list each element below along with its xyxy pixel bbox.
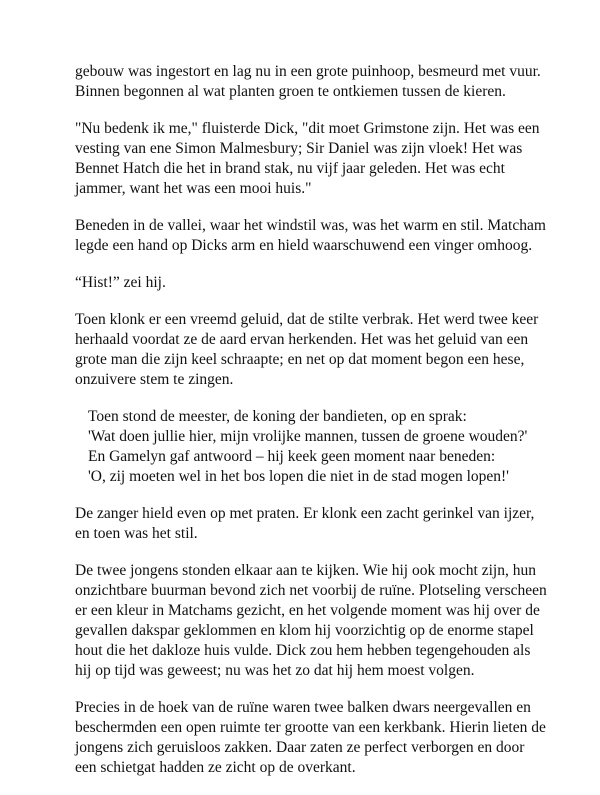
text-line: jongens zich geruisloos zakken. Daar zaten ze perfect verborgen en door — [75, 739, 525, 756]
text-line: er een kleur in Matchams gezicht, en het volgende moment was hij over de — [75, 602, 540, 619]
text-line: vesting van ene Simon Malmesbury; Sir Daniel was zijn vloek! Het was — [75, 140, 523, 157]
text-line: en toen was het stil. — [75, 525, 198, 542]
text-line: “Hist!” zei hij. — [75, 274, 166, 291]
text-line: onzuivere stem te zingen. — [75, 371, 234, 388]
text-line: Precies in de hoek van de ruïne waren twee balken dwars neergevallen en — [75, 699, 531, 716]
poem-line: 'Wat doen jullie hier, mijn vrolijke mannen, tussen de groene wouden?' — [88, 428, 528, 445]
text-line: Beneden in de vallei, waar het windstil was, was het warm en stil. Matcham — [75, 217, 546, 234]
paragraph-hiding-corner — [75, 698, 555, 778]
poem-line: En Gamelyn gaf antwoord – hij keek geen moment naar beneden: — [88, 448, 496, 465]
text-line: een schietgat hadden ze zicht op de overkant. — [75, 759, 356, 776]
text-line: De zanger hield even op met praten. Er klonk een zacht gerinkel van ijzer, — [75, 505, 535, 522]
text-line: gevallen dakspar geklommen en klom hij voorzichtig op de enorme stapel — [75, 622, 534, 639]
document-page — [75, 62, 555, 795]
text-line: Binnen begonnen al wat planten groen te ontkiemen tussen de kieren. — [75, 83, 506, 100]
poem-line: Toen stond de meester, de koning der bandieten, op en sprak: — [88, 408, 467, 425]
paragraph-ruins — [75, 62, 555, 102]
paragraph-hist — [75, 273, 555, 293]
text-line: jammer, want het was een mooi huis." — [75, 180, 312, 197]
text-line: "Nu bedenk ik me," fluisterde Dick, "dit moet Grimstone zijn. Het was een — [75, 120, 540, 137]
paragraph-two-boys — [75, 561, 555, 681]
paragraph-valley — [75, 216, 555, 256]
paragraph-strange-sound — [75, 310, 555, 390]
paragraph-dick-grimstone — [75, 119, 555, 199]
text-line: grote man die zijn keel schraapte; en net op dat moment begon een hese, — [75, 351, 525, 368]
text-line: De twee jongens stonden elkaar aan te kijken. Wie hij ook mocht zijn, hun — [75, 562, 536, 579]
text-line: herhaald voordat ze de aard ervan herkenden. Het was het geluid van een — [75, 331, 529, 348]
paragraph-singer-stops — [75, 504, 555, 544]
text-line: legde een hand op Dicks arm en hield waarschuwend een vinger omhoog. — [75, 237, 533, 254]
text-line: hij op tijd was geweest; nu was het zo dat hij hem moest volgen. — [75, 662, 475, 679]
poem-block — [88, 407, 555, 487]
text-line: Toen klonk er een vreemd geluid, dat de stilte verbrak. Het werd twee keer — [75, 311, 539, 328]
text-line: hout die het dakloze huis vulde. Dick zou hem hebben tegengehouden als — [75, 642, 531, 659]
poem-line: 'O, zij moeten wel in het bos lopen die niet in de stad mogen lopen!' — [88, 468, 509, 485]
text-line: Bennet Hatch die het in brand stak, nu vijf jaar geleden. Het was echt — [75, 160, 505, 177]
text-line: onzichtbare buurman bevond zich net voorbij de ruïne. Plotseling verscheen — [75, 582, 547, 599]
text-line: beschermden een open ruimte ter grootte van een kerkbank. Hierin lieten de — [75, 719, 546, 736]
text-line: gebouw was ingestort en lag nu in een grote puinhoop, besmeurd met vuur. — [75, 63, 541, 80]
